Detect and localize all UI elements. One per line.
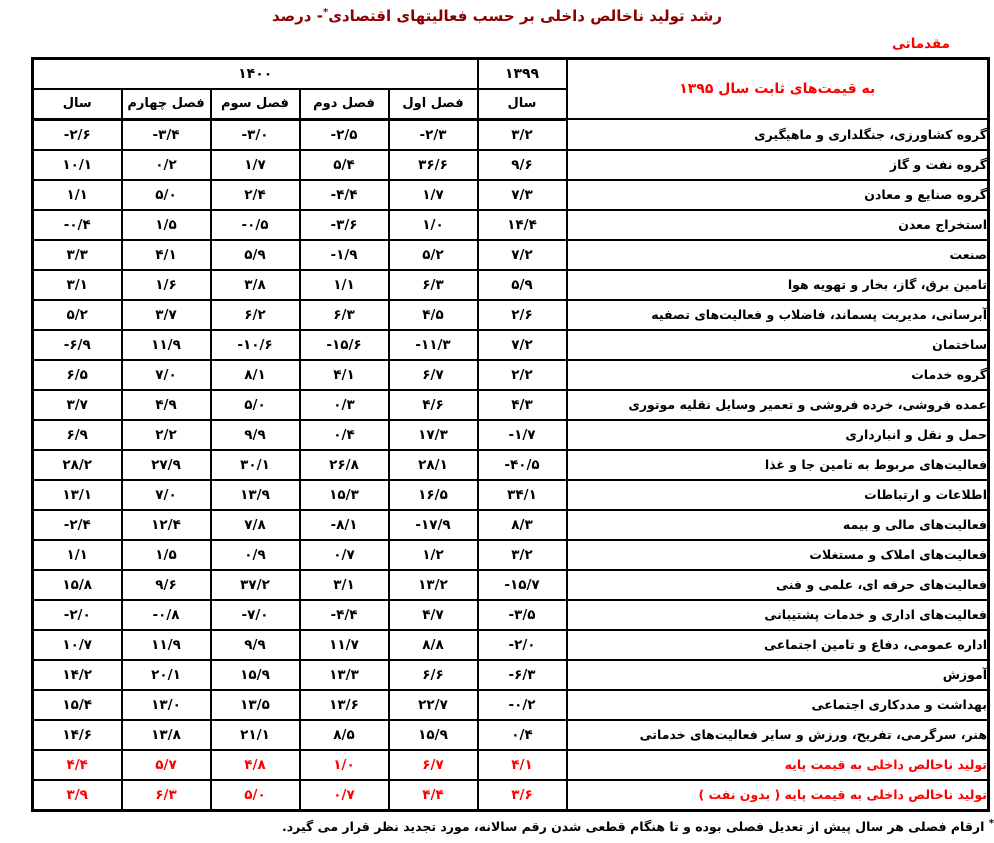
growth-value: -۷/۰ xyxy=(211,600,300,630)
growth-value: ۷/۰ xyxy=(122,360,211,390)
growth-value: -۲/۶ xyxy=(32,119,121,150)
page-title-text: رشد تولید ناخالص داخلی بر حسب فعالیتهای اقتصادی xyxy=(328,7,722,25)
growth-value: -۰/۸ xyxy=(122,600,211,630)
growth-value: ۵/۲ xyxy=(389,240,478,270)
activity-label: حمل و نقل و انبارداری xyxy=(567,420,989,450)
growth-value: ۱۵/۳ xyxy=(300,480,389,510)
growth-value: -۴/۴ xyxy=(300,180,389,210)
growth-value: ۱/۲ xyxy=(389,540,478,570)
growth-value: ۴/۹ xyxy=(122,390,211,420)
page-title xyxy=(0,0,994,27)
growth-value: ۳/۲ xyxy=(478,540,567,570)
growth-value: ۴/۵ xyxy=(389,300,478,330)
col-header-q2: فصل دوم xyxy=(300,89,389,120)
growth-value: ۱۴/۲ xyxy=(32,660,121,690)
activity-label: هنر، سرگرمی، تفریح، ورزش و سایر فعالیت‌های خدماتی xyxy=(567,720,989,750)
growth-value: ۴/۴ xyxy=(32,750,121,780)
growth-value: ۱۵/۴ xyxy=(32,690,121,720)
growth-value: ۶/۳ xyxy=(389,270,478,300)
growth-value: ۷/۲ xyxy=(478,330,567,360)
growth-value: ۲۸/۲ xyxy=(32,450,121,480)
growth-value: ۱/۵ xyxy=(122,540,211,570)
growth-value: ۱۱/۷ xyxy=(300,630,389,660)
col-header-q3: فصل سوم xyxy=(211,89,300,120)
growth-value: ۱۵/۸ xyxy=(32,570,121,600)
growth-value: ۳/۳ xyxy=(32,240,121,270)
growth-value: ۳/۲ xyxy=(478,119,567,150)
growth-value: -۱/۷ xyxy=(478,420,567,450)
growth-value: ۵/۹ xyxy=(211,240,300,270)
growth-value: ۹/۹ xyxy=(211,630,300,660)
table-row xyxy=(32,750,988,780)
table-row xyxy=(32,300,988,330)
growth-value: ۱۷/۳ xyxy=(389,420,478,450)
preliminary-status-label: مقدماتی xyxy=(891,35,950,52)
growth-value: ۸/۳ xyxy=(478,510,567,540)
table-row xyxy=(32,690,988,720)
growth-value: -۶/۳ xyxy=(478,660,567,690)
activity-label: گروه نفت و گاز xyxy=(567,150,989,180)
growth-value: ۴/۳ xyxy=(478,390,567,420)
growth-value: ۹/۶ xyxy=(478,150,567,180)
col-header-year-1399: سال xyxy=(478,89,567,120)
growth-value: ۱۳/۸ xyxy=(122,720,211,750)
footnote-star: * xyxy=(988,817,994,829)
activity-label: فعالیت‌های حرفه ای، علمی و فنی xyxy=(567,570,989,600)
footnote-text: ارقام فصلی هر سال پیش از تعدیل فصلی بوده و تا هنگام قطعی شدن رقم سالانه، مورد تجدید نظر قرار می گیرد. xyxy=(282,818,985,834)
growth-value: ۰/۲ xyxy=(122,150,211,180)
growth-value: ۰/۴ xyxy=(478,720,567,750)
growth-value: ۳۴/۱ xyxy=(478,480,567,510)
growth-value: ۱/۰ xyxy=(300,750,389,780)
growth-value: ۱/۱ xyxy=(300,270,389,300)
growth-value: ۶/۷ xyxy=(389,750,478,780)
year-1399-header: ۱۳۹۹ xyxy=(478,58,567,89)
growth-value: ۱/۱ xyxy=(32,180,121,210)
table-row xyxy=(32,390,988,420)
gdp-growth-table xyxy=(31,57,990,812)
table-row xyxy=(32,270,988,300)
growth-value: ۵/۹ xyxy=(478,270,567,300)
growth-value: ۲۰/۱ xyxy=(122,660,211,690)
growth-value: ۴/۱ xyxy=(478,750,567,780)
growth-value: ۳/۶ xyxy=(478,780,567,811)
growth-value: -۴۰/۵ xyxy=(478,450,567,480)
growth-value: ۴/۴ xyxy=(389,780,478,811)
growth-value: ۸/۸ xyxy=(389,630,478,660)
growth-value: ۷/۲ xyxy=(478,240,567,270)
activity-label: فعالیت‌های اداری و خدمات پشتیبانی xyxy=(567,600,989,630)
growth-value: ۱۶/۵ xyxy=(389,480,478,510)
table-row xyxy=(32,780,988,811)
activity-label: فعالیت‌های مالی و بیمه xyxy=(567,510,989,540)
growth-value: ۳/۷ xyxy=(32,390,121,420)
growth-value: -۱۱/۳ xyxy=(389,330,478,360)
table-row xyxy=(32,150,988,180)
activity-label: عمده فروشی، خرده فروشی و تعمیر وسایل نقلیه موتوری xyxy=(567,390,989,420)
growth-value: ۵/۴ xyxy=(300,150,389,180)
footnote xyxy=(6,818,994,834)
growth-value: -۰/۲ xyxy=(478,690,567,720)
table-row xyxy=(32,630,988,660)
growth-value: ۱۳/۶ xyxy=(300,690,389,720)
activity-label: گروه خدمات xyxy=(567,360,989,390)
growth-value: ۱۳/۱ xyxy=(32,480,121,510)
activity-label: تامین برق، گاز، بخار و تهویه هوا xyxy=(567,270,989,300)
growth-value: ۸/۵ xyxy=(300,720,389,750)
growth-value: ۳۶/۶ xyxy=(389,150,478,180)
activity-label: تولید ناخالص داخلی به قیمت پایه ( بدون نفت ) xyxy=(567,780,989,811)
activity-label: بهداشت و مددکاری اجتماعی xyxy=(567,690,989,720)
page-title-unit: - درصد xyxy=(272,7,323,25)
growth-value: ۰/۷ xyxy=(300,540,389,570)
growth-value: -۴/۴ xyxy=(300,600,389,630)
growth-value: ۱۴/۴ xyxy=(478,210,567,240)
activity-label: اداره عمومی، دفاع و تامین اجتماعی xyxy=(567,630,989,660)
table-row xyxy=(32,720,988,750)
growth-value: ۶/۵ xyxy=(32,360,121,390)
table-row xyxy=(32,570,988,600)
growth-value: ۵/۷ xyxy=(122,750,211,780)
growth-value: ۳/۱ xyxy=(300,570,389,600)
growth-value: -۸/۱ xyxy=(300,510,389,540)
growth-value: ۱۱/۹ xyxy=(122,630,211,660)
growth-value: ۰/۴ xyxy=(300,420,389,450)
activity-label: صنعت xyxy=(567,240,989,270)
growth-value: ۱/۰ xyxy=(389,210,478,240)
growth-value: ۴/۷ xyxy=(389,600,478,630)
growth-value: ۱۲/۴ xyxy=(122,510,211,540)
growth-value: ۲/۶ xyxy=(478,300,567,330)
col-header-year-1400: سال xyxy=(32,89,121,120)
growth-value: ۶/۳ xyxy=(122,780,211,811)
growth-value: ۷/۳ xyxy=(478,180,567,210)
year-1400-header: ۱۴۰۰ xyxy=(32,58,477,89)
growth-value: ۳/۷ xyxy=(122,300,211,330)
growth-value: -۲/۰ xyxy=(478,630,567,660)
growth-value: ۱۳/۵ xyxy=(211,690,300,720)
growth-value: ۴/۱ xyxy=(300,360,389,390)
growth-value: ۶/۹ xyxy=(32,420,121,450)
growth-value: ۳۷/۲ xyxy=(211,570,300,600)
growth-value: ۱۳/۰ xyxy=(122,690,211,720)
activity-label: آبرسانی، مدیریت پسماند، فاضلاب و فعالیت‌های تصفیه xyxy=(567,300,989,330)
table-row xyxy=(32,210,988,240)
growth-value: ۲۸/۱ xyxy=(389,450,478,480)
growth-value: ۶/۶ xyxy=(389,660,478,690)
growth-value: ۱۴/۶ xyxy=(32,720,121,750)
growth-value: -۶/۹ xyxy=(32,330,121,360)
growth-value: ۱۰/۱ xyxy=(32,150,121,180)
growth-value: ۲۱/۱ xyxy=(211,720,300,750)
growth-value: ۹/۶ xyxy=(122,570,211,600)
growth-value: -۲/۴ xyxy=(32,510,121,540)
growth-value: ۶/۷ xyxy=(389,360,478,390)
growth-value: ۱۳/۹ xyxy=(211,480,300,510)
activity-label: آموزش xyxy=(567,660,989,690)
col-header-q1: فصل اول xyxy=(389,89,478,120)
activity-label: تولید ناخالص داخلی به قیمت پایه xyxy=(567,750,989,780)
growth-value: ۳/۱ xyxy=(32,270,121,300)
table-row xyxy=(32,480,988,510)
activity-label: اطلاعات و ارتباطات xyxy=(567,480,989,510)
growth-value: ۱۳/۳ xyxy=(300,660,389,690)
growth-value: ۱۱/۹ xyxy=(122,330,211,360)
growth-value: ۸/۱ xyxy=(211,360,300,390)
growth-value: ۴/۸ xyxy=(211,750,300,780)
activity-label: گروه کشاورزی، جنگلداری و ماهیگیری xyxy=(567,119,989,150)
growth-value: ۲/۴ xyxy=(211,180,300,210)
growth-value: ۳/۹ xyxy=(32,780,121,811)
col-header-q4: فصل چهارم xyxy=(122,89,211,120)
growth-value: ۲۶/۸ xyxy=(300,450,389,480)
growth-value: ۶/۳ xyxy=(300,300,389,330)
growth-value: ۱۳/۲ xyxy=(389,570,478,600)
growth-value: ۱/۶ xyxy=(122,270,211,300)
growth-value: ۰/۳ xyxy=(300,390,389,420)
growth-value: ۱/۵ xyxy=(122,210,211,240)
growth-value: ۹/۹ xyxy=(211,420,300,450)
growth-value: ۱/۷ xyxy=(389,180,478,210)
growth-value: ۱/۱ xyxy=(32,540,121,570)
table-header-years-row xyxy=(32,58,988,89)
growth-value: -۱۵/۶ xyxy=(300,330,389,360)
activity-label: ساختمان xyxy=(567,330,989,360)
growth-value: ۴/۱ xyxy=(122,240,211,270)
growth-value: ۲/۲ xyxy=(122,420,211,450)
growth-value: ۷/۸ xyxy=(211,510,300,540)
growth-value: ۵/۲ xyxy=(32,300,121,330)
table-row xyxy=(32,420,988,450)
growth-value: ۷/۰ xyxy=(122,480,211,510)
growth-value: -۱۷/۹ xyxy=(389,510,478,540)
growth-value: ۰/۹ xyxy=(211,540,300,570)
table-row xyxy=(32,540,988,570)
growth-value: ۱۰/۷ xyxy=(32,630,121,660)
growth-value: ۱۵/۹ xyxy=(389,720,478,750)
table-row xyxy=(32,510,988,540)
growth-value: ۵/۰ xyxy=(211,390,300,420)
growth-value: ۳۰/۱ xyxy=(211,450,300,480)
growth-value: ۵/۰ xyxy=(211,780,300,811)
growth-value: -۳/۴ xyxy=(122,119,211,150)
growth-value: -۰/۵ xyxy=(211,210,300,240)
growth-value: ۳/۸ xyxy=(211,270,300,300)
table-row xyxy=(32,450,988,480)
growth-value: ۶/۲ xyxy=(211,300,300,330)
growth-value: -۱۵/۷ xyxy=(478,570,567,600)
table-row xyxy=(32,360,988,390)
activity-label: فعالیت‌های مربوط به تامین جا و غذا xyxy=(567,450,989,480)
growth-value: -۳/۵ xyxy=(478,600,567,630)
table-row xyxy=(32,330,988,360)
title-footnote-star: * xyxy=(322,7,329,18)
growth-value: ۴/۶ xyxy=(389,390,478,420)
growth-value: -۱۰/۶ xyxy=(211,330,300,360)
growth-value: -۳/۰ xyxy=(211,119,300,150)
growth-value: -۰/۴ xyxy=(32,210,121,240)
table-row xyxy=(32,180,988,210)
growth-value: -۲/۰ xyxy=(32,600,121,630)
growth-value: ۰/۷ xyxy=(300,780,389,811)
table-row xyxy=(32,600,988,630)
table-row xyxy=(32,119,988,150)
activity-label: فعالیت‌های املاک و مستغلات xyxy=(567,540,989,570)
growth-value: -۳/۶ xyxy=(300,210,389,240)
table-row xyxy=(32,660,988,690)
growth-value: ۱۵/۹ xyxy=(211,660,300,690)
growth-value: ۱/۷ xyxy=(211,150,300,180)
growth-value: -۲/۳ xyxy=(389,119,478,150)
growth-value: ۵/۰ xyxy=(122,180,211,210)
growth-value: ۲۲/۷ xyxy=(389,690,478,720)
growth-value: -۲/۵ xyxy=(300,119,389,150)
table-row xyxy=(32,240,988,270)
activity-label: گروه صنایع و معادن xyxy=(567,180,989,210)
growth-value: -۱/۹ xyxy=(300,240,389,270)
activity-label: استخراج معدن xyxy=(567,210,989,240)
growth-value: ۲۷/۹ xyxy=(122,450,211,480)
constant-prices-header: به قیمت‌های ثابت سال ۱۳۹۵ xyxy=(567,58,989,119)
growth-value: ۲/۲ xyxy=(478,360,567,390)
